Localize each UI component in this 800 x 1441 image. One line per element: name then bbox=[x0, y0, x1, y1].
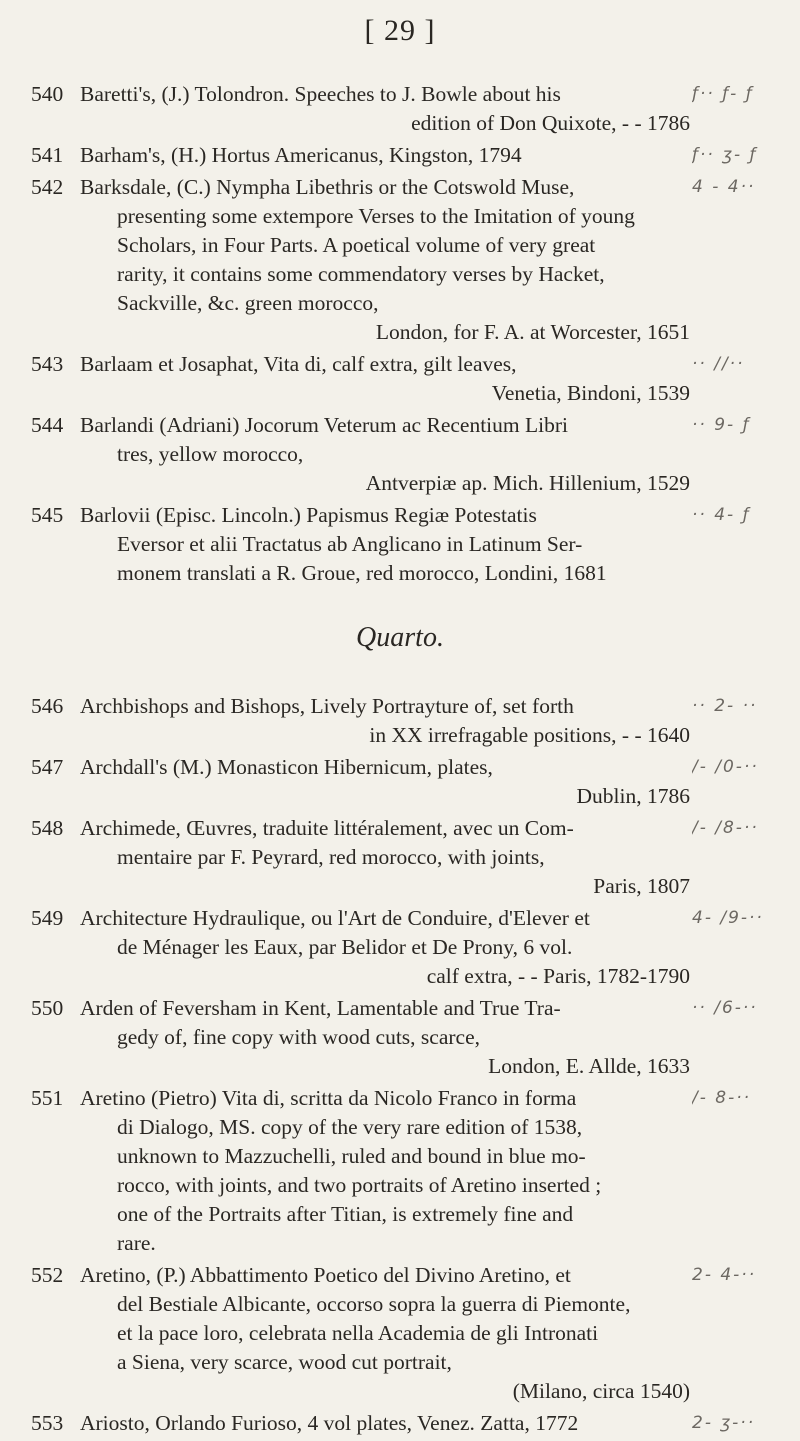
entry-line: London, for F. A. at Worcester, 1651 bbox=[375, 320, 690, 344]
entry-number: 546 bbox=[31, 694, 64, 718]
entry-line: Archdall's (M.) Monasticon Hibernicum, plates, bbox=[80, 755, 493, 779]
page-number: [ 29 ] bbox=[364, 14, 436, 47]
catalogue-entry bbox=[0, 814, 800, 901]
entry-line: et la pace loro, celebrata nella Academia de gli Intronati bbox=[117, 1321, 599, 1345]
entry-number: 551 bbox=[31, 1086, 64, 1110]
entry-line: Ariosto, Orlando Furioso, 4 vol plates, Venez. Zatta, 1772 bbox=[80, 1411, 579, 1435]
entry-line: calf extra, - - Paris, 1782-1790 bbox=[426, 964, 690, 988]
entry-line: (Milano, circa 1540) bbox=[512, 1379, 690, 1403]
catalogue-entry bbox=[0, 350, 800, 408]
entry-line: mentaire par F. Peyrard, red morocco, with joints, bbox=[117, 845, 545, 869]
catalogue-entry bbox=[0, 501, 800, 588]
entry-line: Arden of Feversham in Kent, Lamentable and True Tra- bbox=[80, 996, 561, 1020]
entry-line: monem translati a R. Groue, red morocco, Londini, 1681 bbox=[117, 561, 607, 585]
entry-line: Aretino, (P.) Abbattimento Poetico del Divino Aretino, et bbox=[80, 1263, 571, 1287]
section-heading: Quarto. bbox=[356, 622, 444, 653]
entry-number: 548 bbox=[31, 816, 64, 840]
entry-line: presenting some extempore Verses to the Imitation of young bbox=[117, 204, 635, 228]
catalogue-entry bbox=[0, 1261, 800, 1406]
entry-line: Eversor et alii Tractatus ab Anglicano in Latinum Ser- bbox=[117, 532, 583, 556]
handwritten-price: ƒ·· ƒ- ƒ bbox=[692, 84, 754, 104]
entry-number: 552 bbox=[31, 1263, 64, 1287]
entry-line: Baretti's, (J.) Tolondron. Speeches to J. Bowle about his bbox=[80, 82, 561, 106]
entry-line: gedy of, fine copy with wood cuts, scarce, bbox=[117, 1025, 481, 1049]
handwritten-price: ƒ·· ʒ- ƒ bbox=[692, 145, 758, 165]
entry-line: rocco, with joints, and two portraits of Aretino inserted ; bbox=[117, 1173, 602, 1197]
catalogue-entry bbox=[0, 1084, 800, 1258]
entry-line: Barlandi (Adriani) Jocorum Veterum ac Recentium Libri bbox=[80, 413, 568, 437]
entry-line: Antverpiæ ap. Mich. Hillenium, 1529 bbox=[365, 471, 690, 495]
entry-line: Venetia, Bindoni, 1539 bbox=[491, 381, 690, 405]
entry-line: Barham's, (H.) Hortus Americanus, Kingston, 1794 bbox=[80, 143, 522, 167]
entry-line: del Bestiale Albicante, occorso sopra la guerra di Piemonte, bbox=[117, 1292, 631, 1316]
catalogue-entry bbox=[0, 753, 800, 811]
entry-line: Scholars, in Four Parts. A poetical volume of very great bbox=[117, 233, 596, 257]
catalogue-entry bbox=[0, 141, 800, 170]
entry-line: one of the Portraits after Titian, is extremely fine and bbox=[117, 1202, 574, 1226]
entry-number: 550 bbox=[31, 996, 64, 1020]
entry-number: 549 bbox=[31, 906, 64, 930]
entry-number: 542 bbox=[31, 175, 64, 199]
handwritten-price: 4- /9-·· bbox=[692, 908, 764, 928]
entry-number: 540 bbox=[31, 82, 64, 106]
handwritten-price: /- 8-·· bbox=[692, 1088, 752, 1108]
catalogue-entry bbox=[0, 411, 800, 498]
entry-list-bottom bbox=[0, 692, 800, 1438]
entry-line: Paris, 1807 bbox=[593, 874, 690, 898]
entry-line: London, E. Allde, 1633 bbox=[488, 1054, 690, 1078]
catalogue-entry bbox=[0, 173, 800, 347]
handwritten-price: ·· 4- ƒ bbox=[692, 505, 751, 525]
handwritten-price: ·· 2- ·· bbox=[692, 696, 758, 716]
entry-line: in XX irrefragable positions, - - 1640 bbox=[369, 723, 690, 747]
handwritten-price: ·· //·· bbox=[692, 354, 745, 374]
catalogue-entry bbox=[0, 692, 800, 750]
entry-line: Architecture Hydraulique, ou l'Art de Conduire, d'Elever et bbox=[80, 906, 590, 930]
entry-line: rarity, it contains some commendatory verses by Hacket, bbox=[117, 262, 605, 286]
handwritten-price: ·· /6-·· bbox=[692, 998, 758, 1018]
handwritten-price: 2- ʒ-·· bbox=[692, 1413, 756, 1433]
catalogue-entry bbox=[0, 80, 800, 138]
handwritten-price: ·· 9- ƒ bbox=[692, 415, 751, 435]
entry-line: a Siena, very scarce, wood cut portrait, bbox=[117, 1350, 452, 1374]
entry-number: 553 bbox=[31, 1411, 64, 1435]
entry-line: rare. bbox=[117, 1231, 156, 1255]
entry-line: Barlovii (Episc. Lincoln.) Papismus Regiæ Potestatis bbox=[80, 503, 537, 527]
handwritten-price: /- /0-·· bbox=[692, 757, 759, 777]
handwritten-price: 2- 4-·· bbox=[692, 1265, 757, 1285]
catalogue-entry bbox=[0, 1409, 800, 1438]
entry-number: 543 bbox=[31, 352, 64, 376]
entry-line: tres, yellow morocco, bbox=[117, 442, 304, 466]
entry-number: 545 bbox=[31, 503, 64, 527]
entry-line: Sackville, &c. green morocco, bbox=[117, 291, 379, 315]
catalogue-entry bbox=[0, 994, 800, 1081]
entry-line: Aretino (Pietro) Vita di, scritta da Nicolo Franco in forma bbox=[80, 1086, 577, 1110]
entry-line: unknown to Mazzuchelli, ruled and bound in blue mo- bbox=[117, 1144, 586, 1168]
entry-number: 547 bbox=[31, 755, 64, 779]
entry-list-top bbox=[0, 80, 800, 588]
entries bbox=[0, 80, 800, 1441]
entry-line: Dublin, 1786 bbox=[576, 784, 690, 808]
entry-number: 544 bbox=[31, 413, 64, 437]
entry-line: Barksdale, (C.) Nympha Libethris or the Cotswold Muse, bbox=[80, 175, 575, 199]
entry-line: de Ménager les Eaux, par Belidor et De Prony, 6 vol. bbox=[117, 935, 573, 959]
entry-line: edition of Don Quixote, - - 1786 bbox=[411, 111, 690, 135]
entry-line: di Dialogo, MS. copy of the very rare edition of 1538, bbox=[117, 1115, 583, 1139]
handwritten-price: 4 - 4·· bbox=[692, 177, 756, 197]
catalogue-entry bbox=[0, 904, 800, 991]
entry-number: 541 bbox=[31, 143, 64, 167]
entry-line: Archbishops and Bishops, Lively Portrayture of, set forth bbox=[80, 694, 574, 718]
entry-line: Barlaam et Josaphat, Vita di, calf extra, gilt leaves, bbox=[80, 352, 517, 376]
handwritten-price: /- /8-·· bbox=[692, 818, 759, 838]
entry-line: Archimede, Œuvres, traduite littéralement, avec un Com- bbox=[80, 816, 574, 840]
